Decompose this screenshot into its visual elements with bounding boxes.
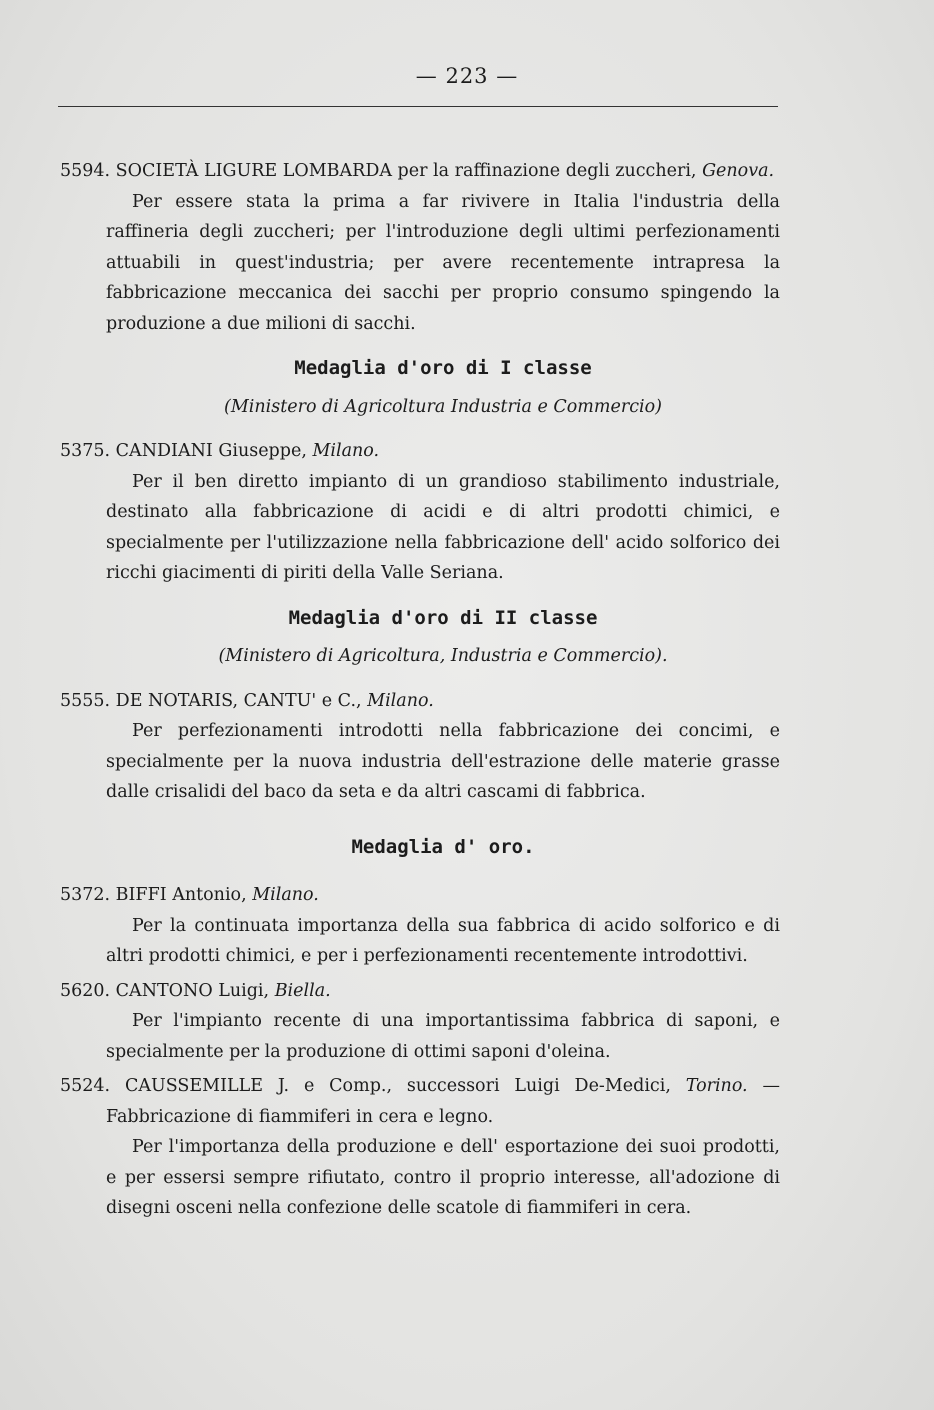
entry-motivation: Per essere stata la prima a far rivivere in Italia l'industria della raffineria degli zuccheri; per l'introduzione degli ultimi perfezionamenti attuabili in quest'industria; per avere recentemente intrapresa la fabbricazione meccanica dei sacchi per proprio consumo spingendo la produzione a due milioni di sacchi. (106, 191, 780, 334)
entry-heading (60, 436, 780, 467)
entry-city: Torino. (685, 1076, 748, 1096)
entry-description: — Fabbricazione di fiammiferi in cera e legno. (106, 1076, 780, 1127)
ministry-note: (Ministero di Agricoltura, Industria e Commercio). (218, 646, 668, 666)
entry-motivation: Per l'impianto recente di una importantissima fabbrica di saponi, e specialmente per la produzione di ottimi saponi d'oleina. (106, 1011, 780, 1062)
entry-name: 5620. CANTONO Luigi, (60, 980, 270, 1001)
entry-heading (60, 1071, 780, 1132)
entry-5620 (60, 976, 780, 1068)
entry-name: 5594. SOCIETÀ LIGURE LOMBARDA per la raffinazione degli zuccheri, (60, 161, 697, 181)
entry-city: Milano. (312, 441, 380, 461)
entry-5372 (60, 880, 780, 972)
ministry-note: (Ministero di Agricoltura Industria e Commercio) (224, 396, 662, 417)
medal-heading: Medaglia d' oro. (351, 835, 535, 858)
entry-name: 5375. CANDIANI Giuseppe, (60, 441, 307, 461)
entry-5524 (60, 1071, 780, 1224)
medal-heading: Medaglia d'oro di I classe (294, 357, 592, 379)
entry-5594 (60, 156, 780, 339)
entry-5555 (60, 686, 780, 808)
entry-heading (60, 880, 780, 911)
entry-city: Genova. (702, 161, 775, 181)
entry-name: 5555. DE NOTARIS, CANTU' e C., (60, 690, 362, 711)
entry-city: Milano. (252, 885, 319, 905)
entry-5375 (60, 436, 780, 589)
entry-city: Milano. (367, 690, 434, 711)
header-rule (58, 106, 778, 107)
page-number: — 223 — (415, 64, 519, 88)
entry-city: Biella. (274, 980, 331, 1001)
entry-heading (60, 976, 780, 1007)
entry-motivation: Per l'importanza della produzione e dell' esportazione dei suoi prodotti, e per essersi sempre rifiutato, contro il proprio interesse, all'adozione di disegni osceni nella confezione delle scatole di fiammiferi in cera. (106, 1137, 780, 1218)
entry-name: 5524. CAUSSEMILLE J. e Comp., successori Luigi De-Medici, (60, 1076, 671, 1096)
entry-heading (60, 156, 780, 187)
entry-heading (60, 686, 780, 717)
medal-heading: Medaglia d'oro di II classe (288, 606, 598, 629)
entry-motivation: Per il ben diretto impianto di un grandioso stabilimento industriale, destinato alla fabbricazione di acidi e di altri prodotti chimici, e specialmente per l'utilizzazione nella fabbricazione dell' acido solforico dei ricchi giacimenti di piriti della Valle Seriana. (106, 471, 780, 583)
entry-name: 5372. BIFFI Antonio, (60, 885, 247, 905)
entry-motivation: Per la continuata importanza della sua fabbrica di acido solforico e di altri prodotti chimici, e per i perfezionamenti recentemente introdottivi. (106, 915, 780, 966)
entry-motivation: Per perfezionamenti introdotti nella fabbricazione dei concimi, e specialmente per la nuova industria dell'estrazione delle materie grasse dalle crisalidi del baco da seta e da altri cascami di fabbrica. (106, 721, 780, 802)
page-body (60, 156, 780, 1224)
